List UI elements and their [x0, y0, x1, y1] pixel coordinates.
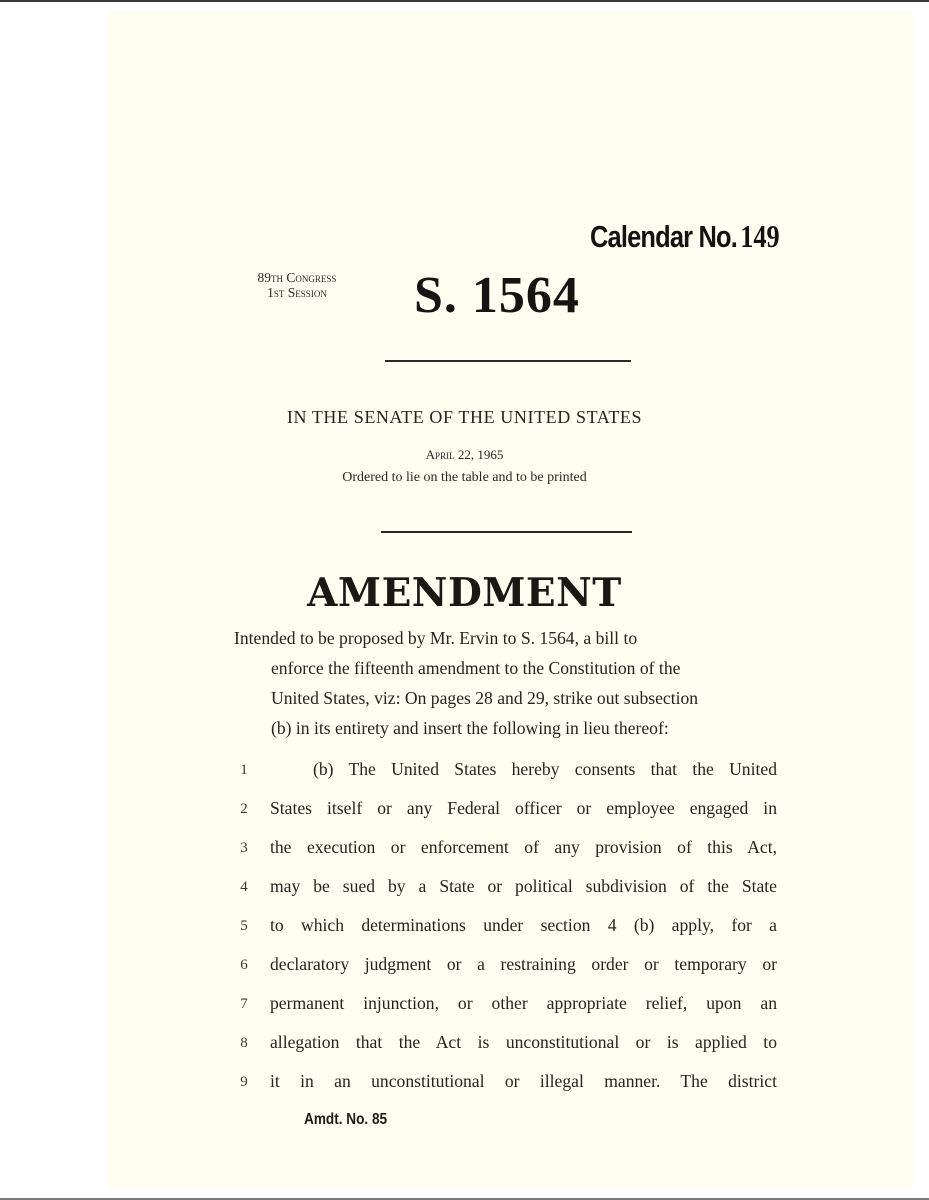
calendar-label: Calendar No.	[590, 219, 737, 254]
line-number: 8	[240, 1035, 248, 1051]
body-line: permanent injunction, or other appropriate relief, upon an	[270, 993, 777, 1013]
body-line: may be sued by a State or political subdivision of the State	[270, 876, 777, 896]
intro-line: Intended to be proposed by Mr. Ervin to S. 1564, a bill to	[234, 628, 638, 648]
body-line: to which determinations under section 4 (b) apply, for a	[270, 915, 777, 935]
intro-line: United States, viz: On pages 28 and 29, strike out subsection	[271, 688, 699, 708]
line-number: 2	[240, 801, 248, 817]
date: April 22, 1965	[425, 447, 504, 462]
line-number: 1	[240, 762, 248, 778]
body-line: (b) The United States hereby consents that the United	[313, 759, 777, 779]
action-text: Ordered to lie on the table and to be printed	[342, 470, 587, 485]
body-line: the execution or enforcement of any provision of this Act,	[270, 837, 777, 857]
divider-rule	[385, 360, 631, 362]
line-number: 7	[240, 996, 248, 1012]
body-line: it in an unconstitutional or illegal manner. The district	[270, 1071, 777, 1091]
amendment-number: Amdt. No. 85	[304, 1111, 388, 1128]
line-number: 4	[240, 879, 248, 895]
line-number: 3	[240, 840, 248, 856]
calendar-number-value: 149	[740, 218, 780, 254]
session-label: 1st Session	[267, 285, 327, 300]
calendar-number	[590, 218, 780, 255]
congress-label: 89th Congress	[257, 270, 337, 285]
line-number: 9	[240, 1074, 248, 1090]
line-number: 5	[240, 918, 248, 934]
divider-rule	[381, 531, 632, 533]
body-line: declaratory judgment or a restraining order or temporary or	[270, 954, 777, 974]
line-number: 6	[240, 957, 248, 973]
chamber-title: IN THE SENATE OF THE UNITED STATES	[286, 407, 643, 427]
body-line: States itself or any Federal officer or employee engaged in	[270, 798, 777, 818]
congress-session	[222, 270, 372, 300]
bill-number: S. 1564	[414, 267, 580, 324]
scan-top-edge	[0, 0, 929, 2]
body-line: allegation that the Act is unconstitutional or is applied to	[270, 1032, 777, 1052]
document-type-heading: AMENDMENT	[307, 570, 622, 616]
intro-line: enforce the fifteenth amendment to the Constitution of the	[271, 658, 681, 678]
intro-line: (b) in its entirety and insert the following in lieu thereof:	[271, 718, 669, 738]
